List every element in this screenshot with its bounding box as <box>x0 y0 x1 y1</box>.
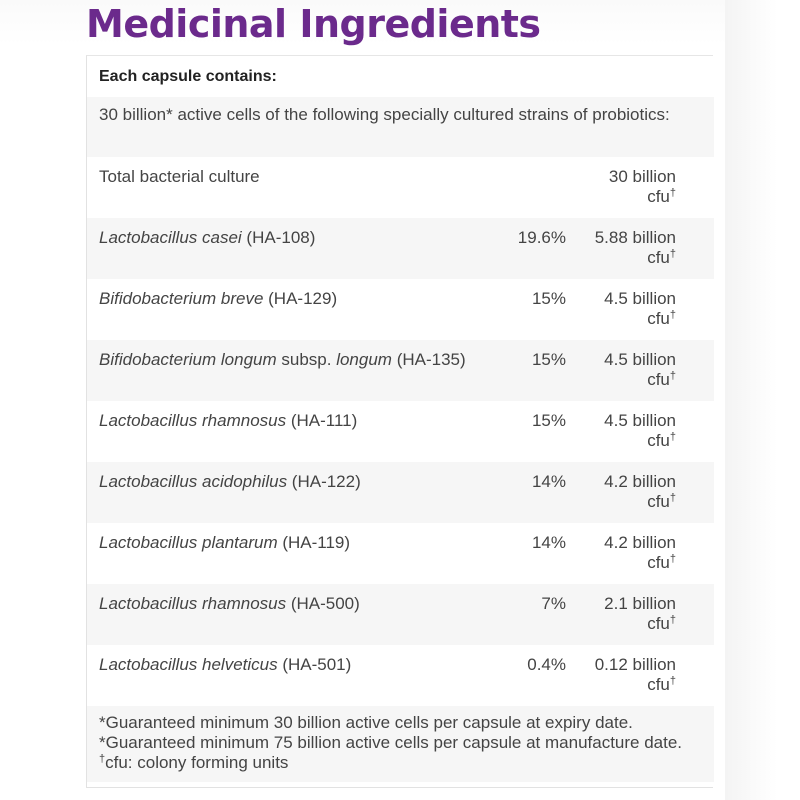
ingredient-amount <box>566 279 714 340</box>
ingredient-percent: 19.6% <box>517 228 566 247</box>
ingredient-percent: 14% <box>531 533 566 552</box>
footnote <box>87 706 714 782</box>
amount-unit: cfu <box>647 370 670 389</box>
ingredient-name-plain: (HA-108) <box>241 228 316 247</box>
intro-text: 30 billion* active cells of the following specially cultured strains of probiotics: <box>87 97 714 157</box>
ingredient-percent: 0.4% <box>527 655 566 674</box>
footnote-main: *Guaranteed minimum 30 billion active cells per capsule at expiry date. *Guaranteed minimum 75 billion active cells per capsule at manufacture date. <box>99 713 683 752</box>
ingredient-name-plain: (HA-135) <box>391 350 466 369</box>
amount-unit: cfu <box>647 248 670 267</box>
amount-unit: cfu <box>647 553 670 572</box>
table-row <box>87 584 714 645</box>
amount-unit: cfu <box>647 492 670 511</box>
ingredient-name-italic: Lactobacillus plantarum <box>99 533 278 552</box>
ingredient-percent: 15% <box>531 289 566 308</box>
amount-value: 2.1 billion <box>604 594 676 613</box>
ingredient-name-plain: (HA-111) <box>286 411 358 430</box>
dagger-mark: † <box>669 431 676 443</box>
dagger-mark: † <box>669 309 676 321</box>
page-margin-shade <box>725 0 800 800</box>
ingredient-name <box>87 462 483 523</box>
ingredients-table <box>87 157 714 706</box>
amount-unit: cfu <box>647 675 670 694</box>
ingredient-name <box>87 523 483 584</box>
dagger-mark: † <box>669 553 676 565</box>
table-row <box>87 462 714 523</box>
ingredient-percent: 7% <box>541 594 566 613</box>
dagger-mark: † <box>669 187 676 199</box>
ingredient-amount <box>566 584 714 645</box>
ingredient-percent: 14% <box>531 472 566 491</box>
amount-value: 30 billion <box>608 167 676 186</box>
ingredient-percent <box>483 157 566 218</box>
table-row <box>87 523 714 584</box>
table-row <box>87 157 714 218</box>
contains-label: Each capsule contains: <box>99 68 277 85</box>
footnote-dagger: † <box>99 753 106 765</box>
ingredient-name-italic: Bifidobacterium longum <box>99 350 277 369</box>
dagger-mark: † <box>669 370 676 382</box>
ingredient-name-plain: (HA-500) <box>286 594 360 613</box>
ingredient-name <box>87 279 483 340</box>
amount-unit: cfu <box>647 614 670 633</box>
ingredient-percent: 15% <box>531 350 566 369</box>
table-row <box>87 645 714 706</box>
ingredient-name-plain: (HA-119) <box>277 533 351 552</box>
page-title: Medicinal Ingredients <box>86 2 541 46</box>
ingredient-name-italic: Lactobacillus acidophilus <box>99 472 288 491</box>
ingredient-name-italic: Lactobacillus casei <box>99 228 242 247</box>
ingredient-name-italic: Lactobacillus rhamnosus <box>99 411 287 430</box>
ingredient-name <box>87 340 483 401</box>
ingredient-name-plain: Total bacterial culture <box>99 167 260 186</box>
ingredient-name <box>87 645 483 706</box>
amount-value: 4.5 billion <box>604 411 676 430</box>
ingredient-name <box>87 157 483 218</box>
amount-unit: cfu <box>647 187 670 206</box>
dagger-mark: † <box>669 492 676 504</box>
ingredient-name-italic: Lactobacillus helveticus <box>99 655 278 674</box>
ingredient-name-mid: subsp. <box>276 350 337 369</box>
ingredient-name-italic: Bifidobacterium breve <box>99 289 264 308</box>
ingredient-name-italic: Lactobacillus rhamnosus <box>99 594 287 613</box>
ingredient-amount <box>566 523 714 584</box>
ingredient-amount <box>566 218 714 279</box>
footnote-end: cfu: colony forming units <box>105 753 289 772</box>
amount-unit: cfu <box>647 309 670 328</box>
amount-unit: cfu <box>647 431 670 450</box>
ingredient-amount <box>566 340 714 401</box>
amount-value: 4.2 billion <box>604 472 676 491</box>
amount-value: 4.5 billion <box>604 289 676 308</box>
table-row <box>87 340 714 401</box>
dagger-mark: † <box>669 614 676 626</box>
ingredient-name <box>87 218 483 279</box>
ingredient-percent: 15% <box>531 411 566 430</box>
ingredient-amount <box>566 462 714 523</box>
amount-value: 4.5 billion <box>604 350 676 369</box>
ingredient-amount <box>566 645 714 706</box>
dagger-mark: † <box>669 675 676 687</box>
amount-value: 4.2 billion <box>604 533 676 552</box>
ingredient-name-plain: (HA-129) <box>263 289 338 308</box>
dagger-mark: † <box>669 248 676 260</box>
ingredient-name-plain: (HA-501) <box>277 655 352 674</box>
ingredient-name-plain: (HA-122) <box>287 472 361 491</box>
ingredient-name <box>87 584 483 645</box>
table-row <box>87 401 714 462</box>
table-row <box>87 218 714 279</box>
table-row <box>87 279 714 340</box>
ingredient-name-italic2: longum <box>336 350 392 369</box>
ingredient-amount <box>566 157 714 218</box>
ingredient-name <box>87 401 483 462</box>
amount-value: 5.88 billion <box>594 228 676 247</box>
amount-value: 0.12 billion <box>594 655 676 674</box>
ingredient-amount <box>566 401 714 462</box>
